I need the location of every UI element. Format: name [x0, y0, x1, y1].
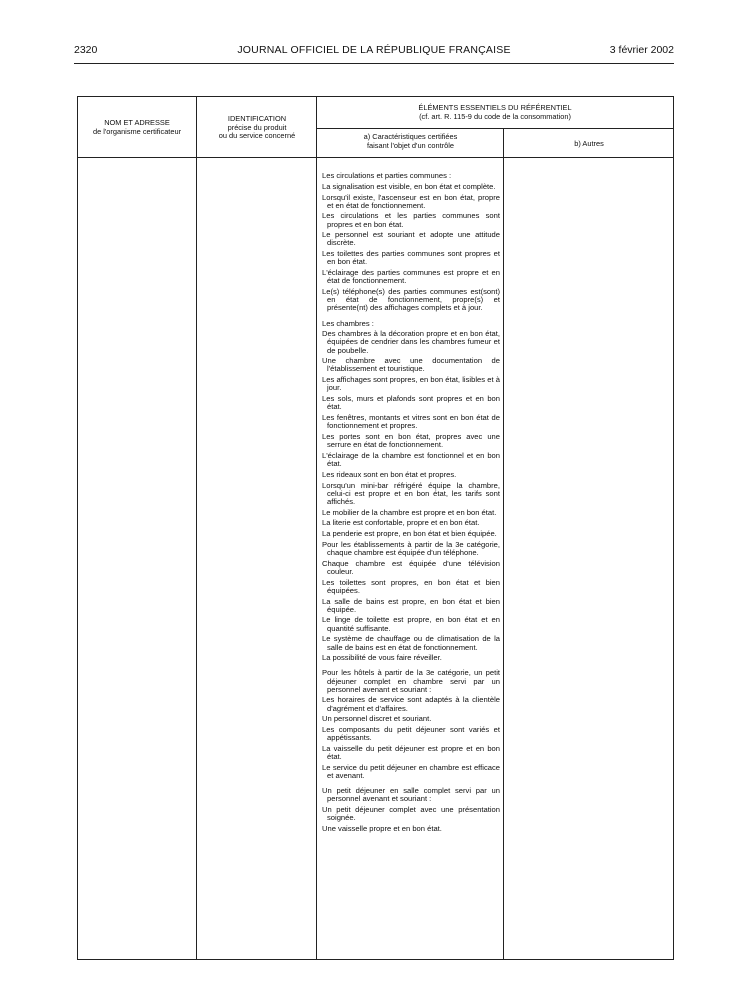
text-paragraph: Le système de chauffage ou de climatisation de la salle de bains est en état de fonctionnement.: [322, 634, 500, 652]
header-organisme: [78, 119, 196, 136]
text-paragraph: Les toilettes sont propres, en bon état et bien équipées.: [322, 577, 500, 595]
journal-title: JOURNAL OFFICIEL DE LA RÉPUBLIQUE FRANÇAISE: [237, 44, 511, 56]
text-paragraph: La vaisselle du petit déjeuner est propre et en bon état.: [322, 744, 500, 762]
subheader-a-line2: faisant l'objet d'un contrôle: [366, 140, 455, 150]
text-paragraph: Lorsqu'un mini-bar réfrigéré équipe la chambre, celui-ci est propre et en bon état, les tarifs sont affichés.: [322, 480, 500, 506]
text-paragraph: Les sols, murs et plafonds sont propres et en bon état.: [322, 394, 500, 412]
col-divider-2: [316, 97, 317, 959]
header-identification-line3: ou du service concerné: [218, 131, 296, 141]
text-paragraph: La penderie est propre, en bon état et bien équipée.: [322, 529, 497, 539]
text-paragraph: L'éclairage des parties communes est propre et en état de fonctionnement.: [322, 268, 500, 286]
text-paragraph: La literie est confortable, propre et en bon état.: [322, 518, 480, 528]
text-paragraph: Un petit déjeuner en salle complet servi par un personnel avenant et souriant :: [322, 786, 500, 804]
header-identification-line2: précise du produit: [227, 122, 287, 132]
text-paragraph: Chaque chambre est équipée d'une télévision couleur.: [322, 558, 500, 576]
subheader-b: b) Autres: [574, 139, 604, 148]
text-paragraph: Le linge de toilette est propre, en bon état et en quantité suffisante.: [322, 615, 500, 633]
text-paragraph: Pour les établissements à partir de la 3e catégorie, chaque chambre est équipée d'un téléphone.: [322, 539, 500, 557]
text-paragraph: La signalisation est visible, en bon état et complète.: [322, 181, 496, 191]
header-rule: [74, 63, 674, 64]
text-paragraph: Les fenêtres, montants et vitres sont en bon état de fonctionnement et propres.: [322, 413, 500, 431]
text-paragraph: L'éclairage de la chambre est fonctionnel et en bon état.: [322, 450, 500, 468]
text-paragraph: Le(s) téléphone(s) des parties communes est(sont) en état de fonctionnement, propre(s) et présente(nt) des affichages complets et à jour.: [322, 287, 500, 313]
text-paragraph: Le service du petit déjeuner en chambre est efficace et avenant.: [322, 762, 500, 781]
text-paragraph: Lorsqu'il existe, l'ascenseur est en bon état, propre et en état de fonctionnement.: [322, 192, 500, 210]
subheader-a: [317, 133, 504, 150]
subheader-a-line1: a) Caractéristiques certifiées: [363, 132, 458, 141]
text-paragraph: La salle de bains est propre, en bon état et bien équipée.: [322, 596, 500, 614]
text-paragraph: Les chambres :: [322, 318, 374, 328]
header-elements-line2: (cf. art. R. 115-9 du code de la consommation): [419, 111, 571, 121]
text-paragraph: Les affichages sont propres, en bon état, lisibles et à jour.: [322, 375, 500, 393]
certified-characteristics-text: [322, 172, 500, 836]
text-paragraph: Les portes sont en bon état, propres avec une serrure en état de fonctionnement.: [322, 431, 500, 450]
col-divider-1: [196, 97, 197, 959]
page-header: [74, 44, 674, 58]
text-paragraph: Les toilettes des parties communes sont propres et en bon état.: [322, 249, 500, 267]
text-paragraph: Pour les hôtels à partir de la 3e catégorie, un petit déjeuner complet en chambre servi par un personnel avenant et souriant :: [322, 668, 500, 694]
page-number: 2320: [74, 44, 98, 56]
header-identification-line1: IDENTIFICATION: [227, 114, 287, 123]
col-divider-3: [503, 128, 504, 959]
text-paragraph: Un petit déjeuner complet avec une présentation soignée.: [322, 805, 500, 823]
header-organisme-line2: de l'organisme certificateur: [92, 126, 182, 136]
text-paragraph: Le personnel est souriant et adopte une attitude discrète.: [322, 230, 500, 248]
header-bottom-line: [78, 157, 673, 158]
text-paragraph: Le mobilier de la chambre est propre et en bon état.: [322, 507, 497, 517]
text-paragraph: Les horaires de service sont adaptés à la clientèle d'agrément et d'affaires.: [322, 695, 500, 713]
subheader-line: [316, 128, 673, 129]
header-elements: [317, 104, 673, 121]
publication-date: 3 février 2002: [609, 44, 674, 56]
header-identification: [197, 115, 317, 141]
header-elements-line1: ÉLÉMENTS ESSENTIELS DU RÉFÉRENTIEL: [418, 103, 572, 112]
text-paragraph: Un personnel discret et souriant.: [322, 714, 432, 724]
text-paragraph: Des chambres à la décoration propre et en bon état, équipées de cendrier dans les chambres fumeur et de poubelle.: [322, 329, 500, 355]
text-paragraph: Une vaisselle propre et en bon état.: [322, 824, 442, 834]
text-paragraph: Les composants du petit déjeuner sont variés et appétissants.: [322, 725, 500, 743]
header-organisme-line1: NOM ET ADRESSE: [104, 118, 170, 127]
text-paragraph: La possibilité de vous faire réveiller.: [322, 653, 442, 663]
text-paragraph: Les rideaux sont en bon état et propres.: [322, 469, 457, 479]
text-paragraph: Une chambre avec une documentation de l'établissement et touristique.: [322, 356, 500, 374]
text-paragraph: Les circulations et parties communes :: [322, 171, 452, 180]
referential-table: [77, 96, 674, 960]
text-paragraph: Les circulations et les parties communes sont propres et en bon état.: [322, 211, 500, 229]
